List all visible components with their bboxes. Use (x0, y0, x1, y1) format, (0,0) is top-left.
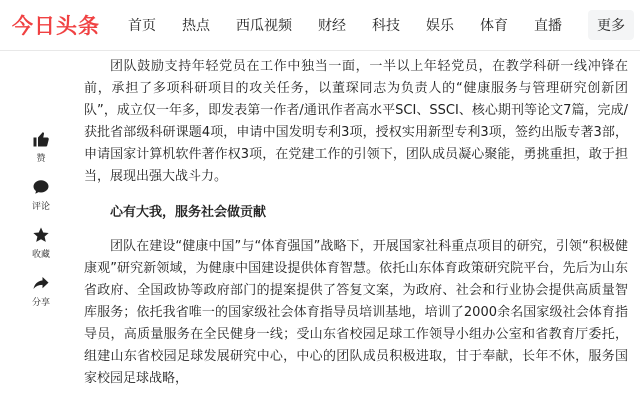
star-icon (32, 226, 50, 244)
article-body (84, 56, 628, 402)
comment-label: 评论 (31, 202, 50, 212)
nav-item-entertainment[interactable]: 娱乐 (426, 18, 454, 34)
like-label: 赞 (36, 154, 46, 164)
favorite-label: 收藏 (31, 250, 50, 260)
comment-button[interactable] (14, 178, 68, 212)
share-icon (32, 274, 50, 292)
action-sidebar (14, 130, 68, 322)
article-paragraph: 团队在建设“健康中国”与“体育强国”战略下，开展国家社科重点项目的研究，引领“积极健康观”研究新领域，为健康中国建设提供体育智慧。依托山东体育政策研究院平台，先后为山东省政府、全国政协等政府部门的提案提供了答复文案，为政府、社会和行业协会提供高质量智库服务；依托我省唯一的国家级社会体育指导员培训基地，培训了2000余名国家级社会体育指导员，高质量服务在全民健身一线；受山东省校园足球工作领导小组办公室和省教育厅委托，组建山东省校园足球发展研究中心，中心的团队成员积极进取，甘于奉献，长年不休，服务国家校园足球战略， (84, 239, 628, 386)
article-subheading: 心有大我，服务社会做贡献 (110, 205, 267, 220)
like-button[interactable] (14, 130, 68, 164)
nav-item-xigua-video[interactable]: 西瓜视频 (236, 18, 292, 34)
channel-nav (128, 0, 634, 50)
favorite-button[interactable] (14, 226, 68, 260)
nav-item-home[interactable]: 首页 (128, 18, 156, 34)
nav-item-hot[interactable]: 热点 (182, 18, 210, 34)
nav-item-live[interactable]: 直播 (534, 18, 562, 34)
thumbs-up-icon (32, 130, 50, 148)
nav-item-tech[interactable]: 科技 (372, 18, 400, 34)
nav-item-finance[interactable]: 财经 (318, 18, 346, 34)
share-button[interactable] (14, 274, 68, 308)
nav-item-sports[interactable]: 体育 (480, 18, 508, 34)
toutiao-logo[interactable]: 今日头条 (12, 14, 100, 38)
top-navigation-bar (0, 0, 640, 51)
comment-icon (32, 178, 50, 196)
share-label: 分享 (31, 298, 50, 308)
article-paragraph: 团队鼓励支持年轻党员在工作中独当一面，一半以上年轻党员，在教学科研一线冲锋在前，承担了多项科研项目的攻关任务，以董琛同志为负责人的“健康服务与管理研究创新团队”，成立仅一年多，即发表第一作者/通讯作者高水平SCI、SSCI、核心期刊等论文7篇，完成/获批省部级科研课题4项，申请中国发明专利3项，授权实用新型专利3项，签约出版专著3部，申请国家计算机软件著作权3项，在党建工作的引领下，团队成员凝心聚能，勇挑重担，敢于担当，展现出强大战斗力。 (84, 59, 628, 184)
more-button[interactable]: 更多 (588, 10, 634, 40)
